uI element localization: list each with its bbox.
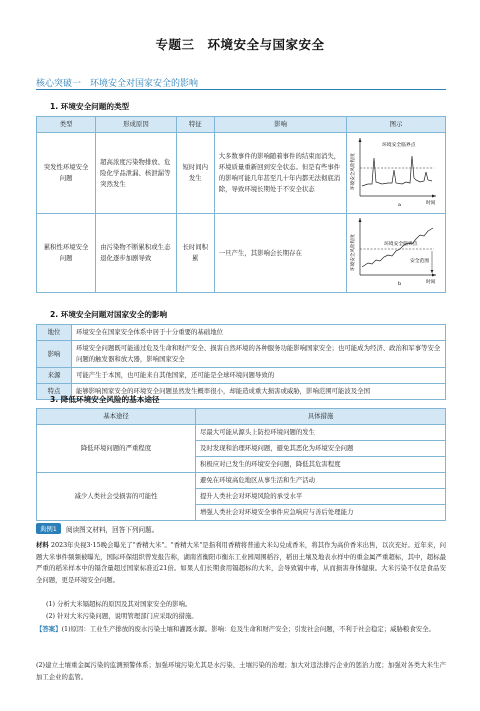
types-table-header (37, 117, 446, 133)
figure-a-cell (347, 133, 446, 214)
page-title: 专题三 环境安全与国家安全 (155, 37, 325, 52)
type-cell: 累积性环境安全问题 (37, 214, 96, 293)
core-heading: 核心突破一 环境安全对国家安全的影响 (36, 79, 199, 89)
answer-2: (2)建立土壤重金属污染的监测预警体系；加强环境污染尤其是水污染、土壤污染的治理；加大对违法排污企业的惩治力度；加强对各类大米生产加工企业的监管。 (36, 661, 446, 681)
types-table (36, 116, 446, 293)
table-row (37, 325, 446, 341)
figure-a-ylabel: 环境安全风险程度 (351, 153, 357, 190)
feature-cell: 长时间积累 (176, 214, 214, 293)
figure-a-xlabel: 时间 (426, 201, 436, 206)
question-2: (2) 针对大米污染问题，说明管理部门应采取的措施。 (46, 612, 198, 620)
table-row (37, 133, 446, 214)
material-label: 材料 (36, 541, 49, 549)
figure-b-label: b (398, 281, 402, 287)
table-row (37, 473, 446, 489)
table-row (37, 341, 446, 368)
header-path: 基本途径 (37, 409, 196, 425)
figure-b-safe-zone-label: 安全范围 (410, 259, 430, 264)
answer-1-text: (1)原因：工业生产排放的废水污染土壤和灌溉水源。影响：危及生命和财产安全；引发社会问题，不利于社会稳定；威胁粮食安全。 (61, 625, 435, 633)
section-heading-measures: 3. 降低环境安全风险的基本途径 (50, 395, 160, 404)
figure-a-diagram (348, 134, 440, 208)
material-paragraph (36, 540, 446, 586)
impact-table (36, 324, 446, 400)
example-intro: 阅读图文材料，回答下列问题。 (66, 526, 159, 534)
question-1: (1) 分析大米镉超标的原因及其对国家安全的影响。 (46, 600, 192, 608)
measure-cell: 增强人类社会对环境安全事件应急响应与善后处理能力 (196, 505, 446, 521)
path-cell: 降低环境问题的严重程度 (37, 425, 196, 473)
section-heading-impact: 2. 环境安全问题对国家安全的影响 (50, 310, 168, 319)
answer-label: 【答案】 (36, 625, 62, 633)
measures-table (36, 408, 446, 521)
measure-cell: 积极应对已发生的环境安全问题，降低其危害程度 (196, 457, 446, 473)
impact-key: 地位 (37, 325, 72, 341)
table-row (37, 425, 446, 441)
impact-value: 环境安全问题既可能通过危及生命和财产安全、损害自然环境的各种服务功能影响国家安全；也可能成为经济、政治和军事等安全问题的触发器和放大器，影响国家安全 (72, 341, 446, 368)
figure-a-threshold-label: 环境安全临界点 (382, 143, 416, 148)
section-heading-types: 1. 环境安全问题的类型 (50, 102, 130, 111)
figure-a-label: a (398, 202, 402, 208)
header-figure: 图示 (347, 117, 446, 133)
header-feature: 特征 (176, 117, 214, 133)
cause-cell: 超高浓度污染物排放、危险化学品泄漏、核泄漏等突然发生 (96, 133, 177, 214)
type-cell: 突发性环境安全问题 (37, 133, 96, 214)
figure-b-xlabel: 时间 (426, 280, 436, 285)
measure-cell: 避免在环境高危地区从事生活和生产活动 (196, 473, 446, 489)
header-impact: 影响 (214, 117, 346, 133)
impact-cell: 大多数事件的影响随着事件的结束而消失，环境质量重新回到安全状态。但是有些事件的影响可能几年甚至几十年内都无法彻底消除，导致环境长期处于不安全状态 (214, 133, 346, 214)
cause-cell: 由污染物不断累积或生态退化逐步加剧导致 (96, 214, 177, 293)
answer-1 (36, 624, 446, 636)
feature-cell: 短时间内发生 (176, 133, 214, 214)
path-cell: 减少人类社会受损害的可能性 (37, 473, 196, 521)
impact-key: 影响 (37, 341, 72, 368)
header-cause: 形成原因 (96, 117, 177, 133)
table-row (37, 368, 446, 384)
material-text: 2023年央视3·15晚会曝光了"香精大米"。"香精大米"是指利用香精将普通大米勾兑成香米，将其作为高价香米出售，以次充好。近年来，问题大米事件频频被曝光，国际环保组织曾发报告称，湖南省衡阳市衡东工业园周围稻谷，稻田土壤及地表水样中的重金属严重超标，其中，超标最严重的稻米样本中的镉含量超过国家标准近21倍。如果人们长期食用镉超标的大米，会导致镉中毒，从而损害身体健康。大米污染不仅是食品安全问题，更是环境安全问题。 (36, 541, 446, 584)
header-measures: 具体措施 (196, 409, 446, 425)
figure-b-ylabel: 环境安全风险程度 (351, 234, 357, 271)
impact-key: 特点 (37, 384, 72, 400)
table-row (37, 214, 446, 293)
impact-value: 能够影响国家安全的环境安全问题虽然发生概率很小，却能造成重大损害或威胁，影响范围可能波及全国 (72, 384, 446, 400)
measures-table-header (37, 409, 446, 425)
figure-b-threshold-label: 环境安全临界点 (384, 242, 418, 247)
impact-value: 环境安全在国家安全体系中居于十分重要的基础地位 (72, 325, 446, 341)
impact-cell: 一旦产生，其影响会长期存在 (214, 214, 346, 293)
header-type: 类型 (37, 117, 96, 133)
example-badge: 典例1 (36, 523, 61, 534)
measure-cell: 及时发现和治理环境问题，避免其恶化为环境安全问题 (196, 441, 446, 457)
impact-key: 来源 (37, 368, 72, 384)
impact-value: 可能产生于本国，也可能来自其他国家，还可能是全球环境问题导致的 (72, 368, 446, 384)
measure-cell: 尽最大可能从源头上防控环境问题的发生 (196, 425, 446, 441)
figure-b-diagram (348, 215, 440, 287)
core-heading-rule (36, 89, 446, 90)
figure-b-cell (347, 214, 446, 293)
measure-cell: 提升人类社会对环境风险的承受水平 (196, 489, 446, 505)
